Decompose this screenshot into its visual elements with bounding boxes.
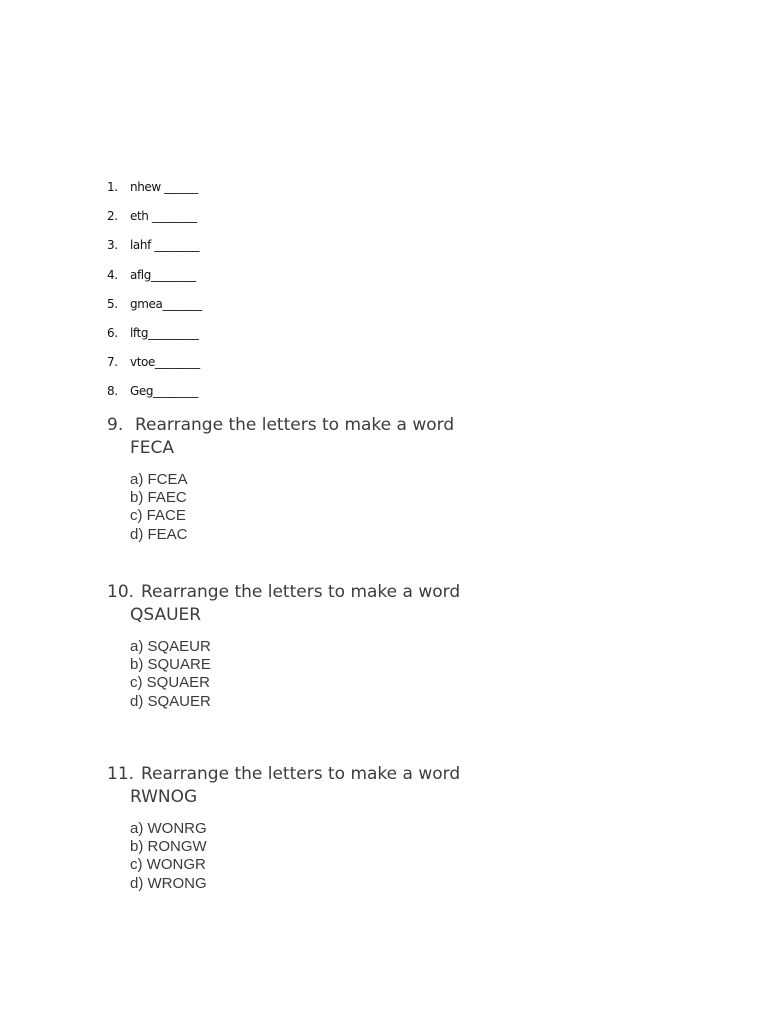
question-11 (107, 763, 527, 893)
answer-option-c: c) WONGR (130, 856, 206, 874)
scrambled-word: Geg________ (130, 384, 198, 399)
list-item (107, 209, 202, 238)
item-number: 5. (107, 296, 118, 311)
question-heading (107, 581, 527, 604)
list-item (107, 268, 202, 297)
scrambled-word-list (107, 180, 202, 414)
list-item (107, 238, 202, 267)
list-item (107, 297, 202, 326)
scrambled-word: FECA (130, 438, 175, 458)
item-number: 3. (107, 238, 118, 253)
question-10 (107, 581, 527, 711)
question-number: 11. (107, 764, 135, 784)
item-number: 8. (107, 384, 118, 399)
scrambled-word: nhew ______ (130, 180, 198, 194)
question-heading (107, 414, 527, 437)
answer-option-c: c) FACE (130, 507, 186, 525)
scrambled-word: lftg_________ (130, 325, 199, 340)
scrambled-word: gmea_______ (130, 296, 202, 311)
item-number: 2. (107, 209, 118, 224)
scrambled-word: aflg________ (130, 267, 196, 282)
scrambled-word: eth ________ (130, 209, 197, 224)
item-number: 6. (107, 325, 118, 340)
scrambled-word: vtoe________ (130, 355, 200, 370)
question-9 (107, 414, 527, 544)
question-heading (107, 763, 527, 786)
item-number: 1. (107, 180, 118, 194)
answer-options (107, 820, 527, 893)
answer-options (107, 471, 527, 544)
question-number: 9. (107, 415, 124, 435)
scrambled-word: QSAUER (130, 605, 202, 625)
question-number: 10. (107, 582, 135, 602)
answer-options (107, 638, 527, 711)
scrambled-word: lahf ________ (130, 238, 200, 253)
answer-option-a: a) FCEA (130, 471, 188, 488)
answer-option-d: d) SQAUER (130, 692, 211, 710)
question-prompt: Rearrange the letters to make a word (141, 582, 461, 602)
answer-option-b: b) RONGW (130, 838, 207, 856)
question-prompt: Rearrange the letters to make a word (135, 415, 455, 435)
item-number: 4. (107, 267, 118, 282)
answer-option-a: a) SQAEUR (130, 638, 211, 655)
answer-option-b: b) FAEC (130, 489, 187, 507)
list-item (107, 384, 202, 413)
answer-option-b: b) SQUARE (130, 656, 211, 674)
answer-option-d: d) WRONG (130, 874, 207, 892)
list-item (107, 180, 202, 209)
list-item (107, 355, 202, 384)
list-item (107, 326, 202, 355)
answer-option-c: c) SQUAER (130, 674, 211, 692)
question-prompt: Rearrange the letters to make a word (141, 764, 461, 784)
item-number: 7. (107, 355, 118, 370)
answer-option-d: d) FEAC (130, 525, 188, 543)
scrambled-word: RWNOG (130, 787, 198, 807)
answer-option-a: a) WONRG (130, 820, 207, 837)
